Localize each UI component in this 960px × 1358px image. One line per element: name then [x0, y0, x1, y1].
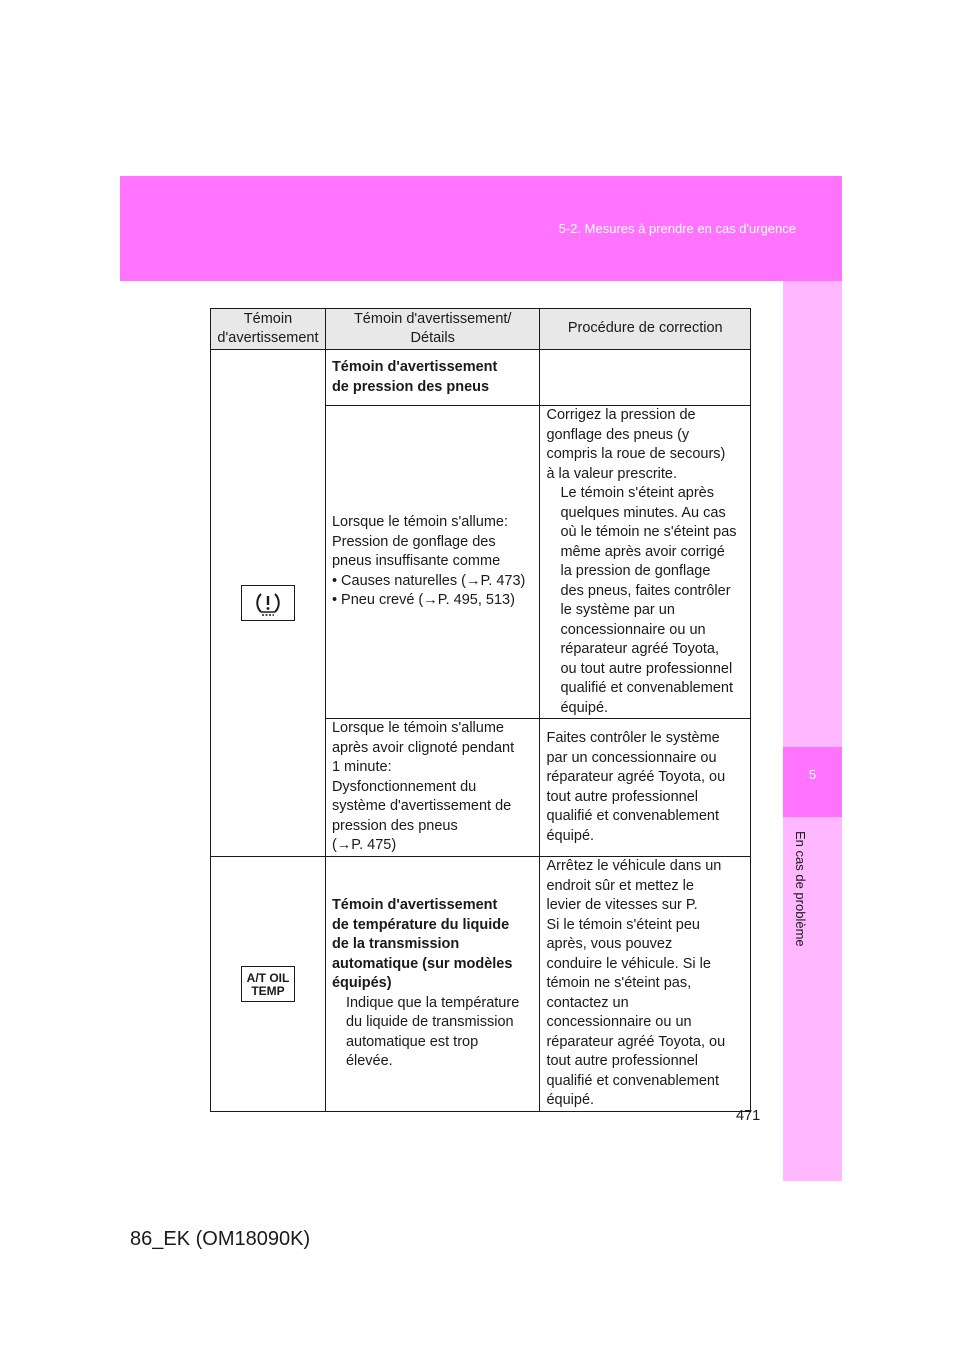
at-oil-title: Témoin d'avertissement de température du liquide de la transmission automatique (sur modèles équipés) — [331, 897, 513, 991]
at-oil-icon-line1: A/T OIL — [246, 970, 290, 985]
at-oil-icon-line2: TEMP — [251, 983, 285, 998]
section-title: 5-2. Mesures à prendre en cas d'urgence — [558, 221, 796, 236]
header-band — [120, 176, 842, 281]
at-oil-icon-cell — [211, 857, 326, 1112]
at-oil-correction — [540, 857, 751, 1112]
tpms-malfunction-details-text: Lorsque le témoin s'allume après avoir clignoté pendant 1 minute: Dysfonctionnement du système d'avertissement de pression des pneus (→P. 475) — [331, 720, 515, 854]
tire-low-details — [325, 406, 540, 719]
page-number: 471 — [736, 1108, 761, 1124]
chapter-label: En cas de problème — [793, 831, 808, 947]
table-row — [211, 857, 751, 1112]
at-oil-temp-warning-icon — [241, 966, 295, 1002]
tpms-malfunction-correction — [540, 719, 751, 857]
header-details: Témoin d'avertissement/ Détails — [325, 309, 540, 350]
tpms-malfunction-details — [325, 719, 540, 857]
footer-document-code: 86_EK (OM18090K) — [130, 1228, 311, 1250]
tpms-malfunction-correction-text: Faites contrôler le système par un concessionnaire ou réparateur agréé Toyota, ou tout autre professionnel qualifié et convenablement équipé. — [546, 730, 726, 844]
empty-cell — [540, 350, 751, 406]
tire-pressure-title: Témoin d'avertissement de pression des pneus — [331, 359, 498, 395]
tire-low-details-text: Lorsque le témoin s'allume: Pression de gonflage des pneus insuffisante comme • Causes naturelles (→P. 473) • Pneu crevé (→P. 495, 513) — [331, 514, 526, 609]
at-oil-correction-text: Arrêtez le véhicule dans un endroit sûr et mettez le levier de vitesses sur P. Si le témoin s'éteint peu après, vous pouvez conduire le véhicule. Si le témoin ne s'éteint pas, contactez un concessionnaire ou un réparateur agréé Toyota, ou tout autre professionnel qualifié et convenablement équipé. — [546, 858, 726, 1108]
table-header-row — [211, 309, 751, 350]
chapter-number: 5 — [808, 767, 817, 782]
tire-pressure-title-cell — [325, 350, 540, 406]
side-chapter-tab — [783, 281, 842, 1181]
tire-low-correction — [540, 406, 751, 719]
warning-lights-table — [210, 308, 751, 1112]
header-light: Témoin d'avertissement — [211, 309, 326, 350]
table-row — [211, 350, 751, 406]
chapter-number-tab — [783, 747, 842, 817]
header-correction: Procédure de correction — [540, 309, 751, 350]
tire-low-correction-main: Corrigez la pression de gonflage des pneus (y compris la roue de secours) à la valeur prescrite. — [546, 407, 726, 482]
tire-low-correction-note: Le témoin s'éteint après quelques minutes. Au cas où le témoin ne s'éteint pas même après avoir corrigé la pression de gonflage des pneus, faites contrôler le système par un concessionnaire ou un réparateur agréé Toyota, ou tout autre professionnel qualifié et convenablement équipé. — [560, 485, 737, 716]
at-oil-note: Indique que la température du liquide de transmission automatique est trop élevée. — [345, 994, 520, 1069]
chapter-label-wrap — [786, 831, 816, 1081]
tire-pressure-icon-cell — [211, 350, 326, 857]
tire-pressure-warning-icon — [241, 585, 295, 621]
at-oil-details — [325, 857, 540, 1112]
